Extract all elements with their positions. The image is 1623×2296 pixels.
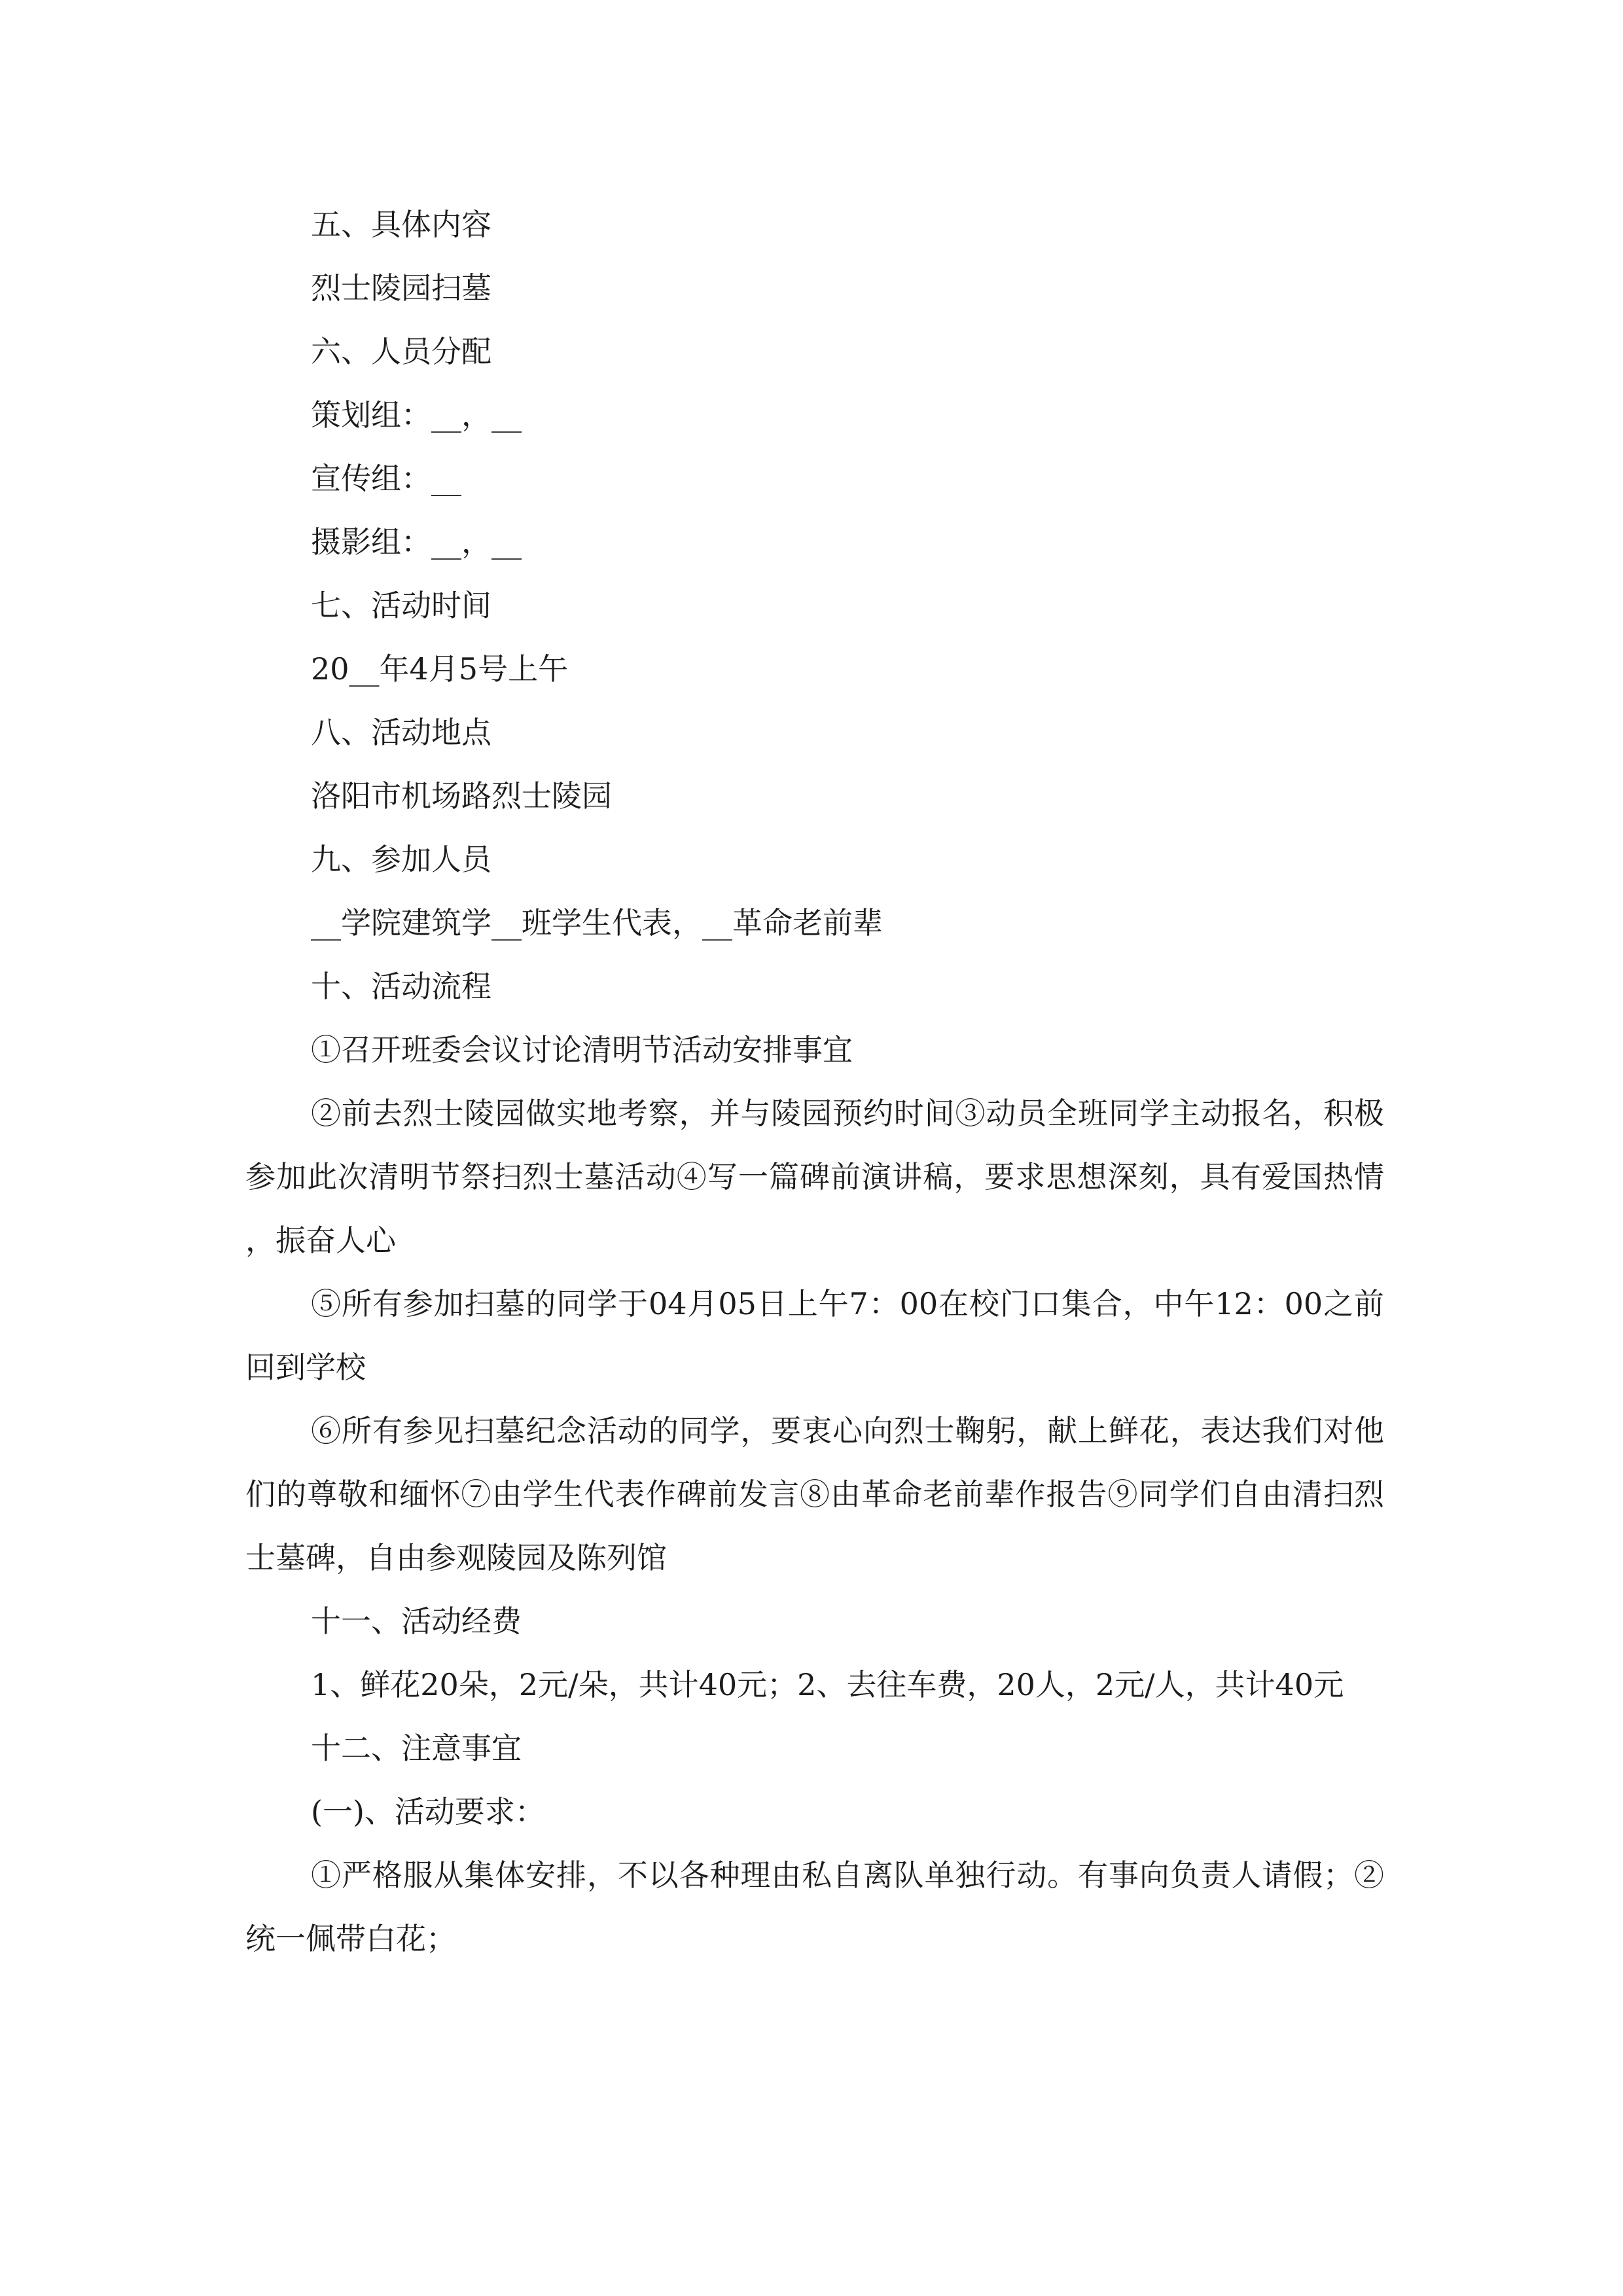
- section-10-heading: 十、活动流程: [311, 969, 491, 1004]
- section-5-heading: 五、具体内容: [311, 207, 491, 242]
- publicity-group: 宣传组：__: [311, 461, 461, 496]
- section-7-heading: 七、活动时间: [311, 588, 491, 623]
- section-11-heading: 十一、活动经费: [311, 1604, 522, 1639]
- process-steps-6-9: ⑥所有参见扫墓纪念活动的同学，要衷心向烈士鞠躬，献上鲜花，表达我们对他们的尊敬和缅怀⑦由学生代表作碑前发言⑧由革命老前辈作报告⑨同学们自由清扫烈士墓碑，自由参观陵园及陈列馆: [245, 1413, 1384, 1575]
- requirements-content: ①严格服从集体安排，不以各种理由私自离队单独行动。有事向负责人请假；②统一佩带白花；: [245, 1857, 1384, 1956]
- section-12-heading: 十二、注意事宜: [311, 1731, 522, 1766]
- process-step-1: ①召开班委会议讨论清明节活动安排事宜: [311, 1032, 853, 1067]
- planning-group: 策划组：__，__: [311, 397, 522, 433]
- activity-time: 20__年4月5号上午: [311, 651, 569, 687]
- activity-budget: 1、鲜花20朵，2元/朵，共计40元；2、去往车费，20人，2元/人，共计40元: [311, 1667, 1344, 1702]
- document-body: [245, 193, 1384, 1971]
- section-5-content: 烈士陵园扫墓: [311, 270, 491, 306]
- section-9-heading: 九、参加人员: [311, 842, 491, 877]
- requirements-heading: (一)、活动要求：: [311, 1794, 545, 1829]
- section-8-heading: 八、活动地点: [311, 715, 491, 750]
- activity-location: 洛阳市机场路烈士陵园: [311, 778, 612, 814]
- participants: __学院建筑学__班学生代表，__革命老前辈: [311, 905, 883, 941]
- process-step-5: ⑤所有参加扫墓的同学于04月05日上午7：00在校门口集合，中午12：00之前回到学校: [245, 1286, 1384, 1385]
- process-steps-2-4: ②前去烈士陵园做实地考察，并与陵园预约时间③动员全班同学主动报名，积极参加此次清明节祭扫烈士墓活动④写一篇碑前演讲稿，要求思想深刻，具有爱国热情，振奋人心: [245, 1096, 1384, 1258]
- photography-group: 摄影组：__，__: [311, 524, 522, 560]
- section-6-heading: 六、人员分配: [311, 334, 491, 369]
